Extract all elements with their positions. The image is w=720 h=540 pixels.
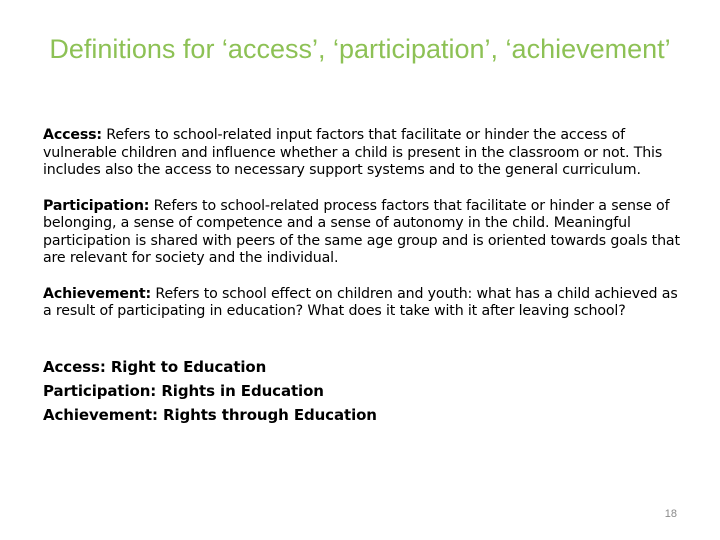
definition-achievement bbox=[43, 286, 683, 321]
page-number: 18 bbox=[664, 508, 677, 520]
slide-title: Definitions for ‘access’, ‘participation’, ‘achievement’ bbox=[49, 34, 671, 64]
definition-term-participation: Participation: bbox=[43, 197, 150, 214]
definition-participation bbox=[43, 198, 683, 268]
rights-line-achievement: Achievement: Rights through Education bbox=[43, 405, 377, 424]
definition-access bbox=[43, 127, 683, 180]
slide-content bbox=[43, 127, 683, 427]
definition-term-achievement: Achievement: bbox=[43, 285, 152, 302]
definition-text-achievement: Refers to school effect on children and youth: what has a child achieved as a result of participating in education? What does it take with it after leaving school? bbox=[43, 285, 678, 319]
rights-line-participation: Participation: Rights in Education bbox=[43, 381, 324, 400]
definition-text-access: Refers to school-related input factors that facilitate or hinder the access of vulnerable children and influence whether a child is present in the classroom or not. This includes also the access to necessary support systems and to the general curriculum. bbox=[43, 127, 663, 178]
definition-text-participation: Refers to school-related process factors that facilitate or hinder a sense of belonging, a sense of competence and a sense of autonomy in the child. Meaningful participation is shared with peers of the same age group and is oriented towards goals that are relevant for society and the individual. bbox=[43, 197, 680, 266]
definition-term-access: Access: bbox=[43, 127, 102, 143]
rights-line-access: Access: Right to Education bbox=[43, 357, 267, 376]
rights-summary bbox=[43, 355, 683, 427]
